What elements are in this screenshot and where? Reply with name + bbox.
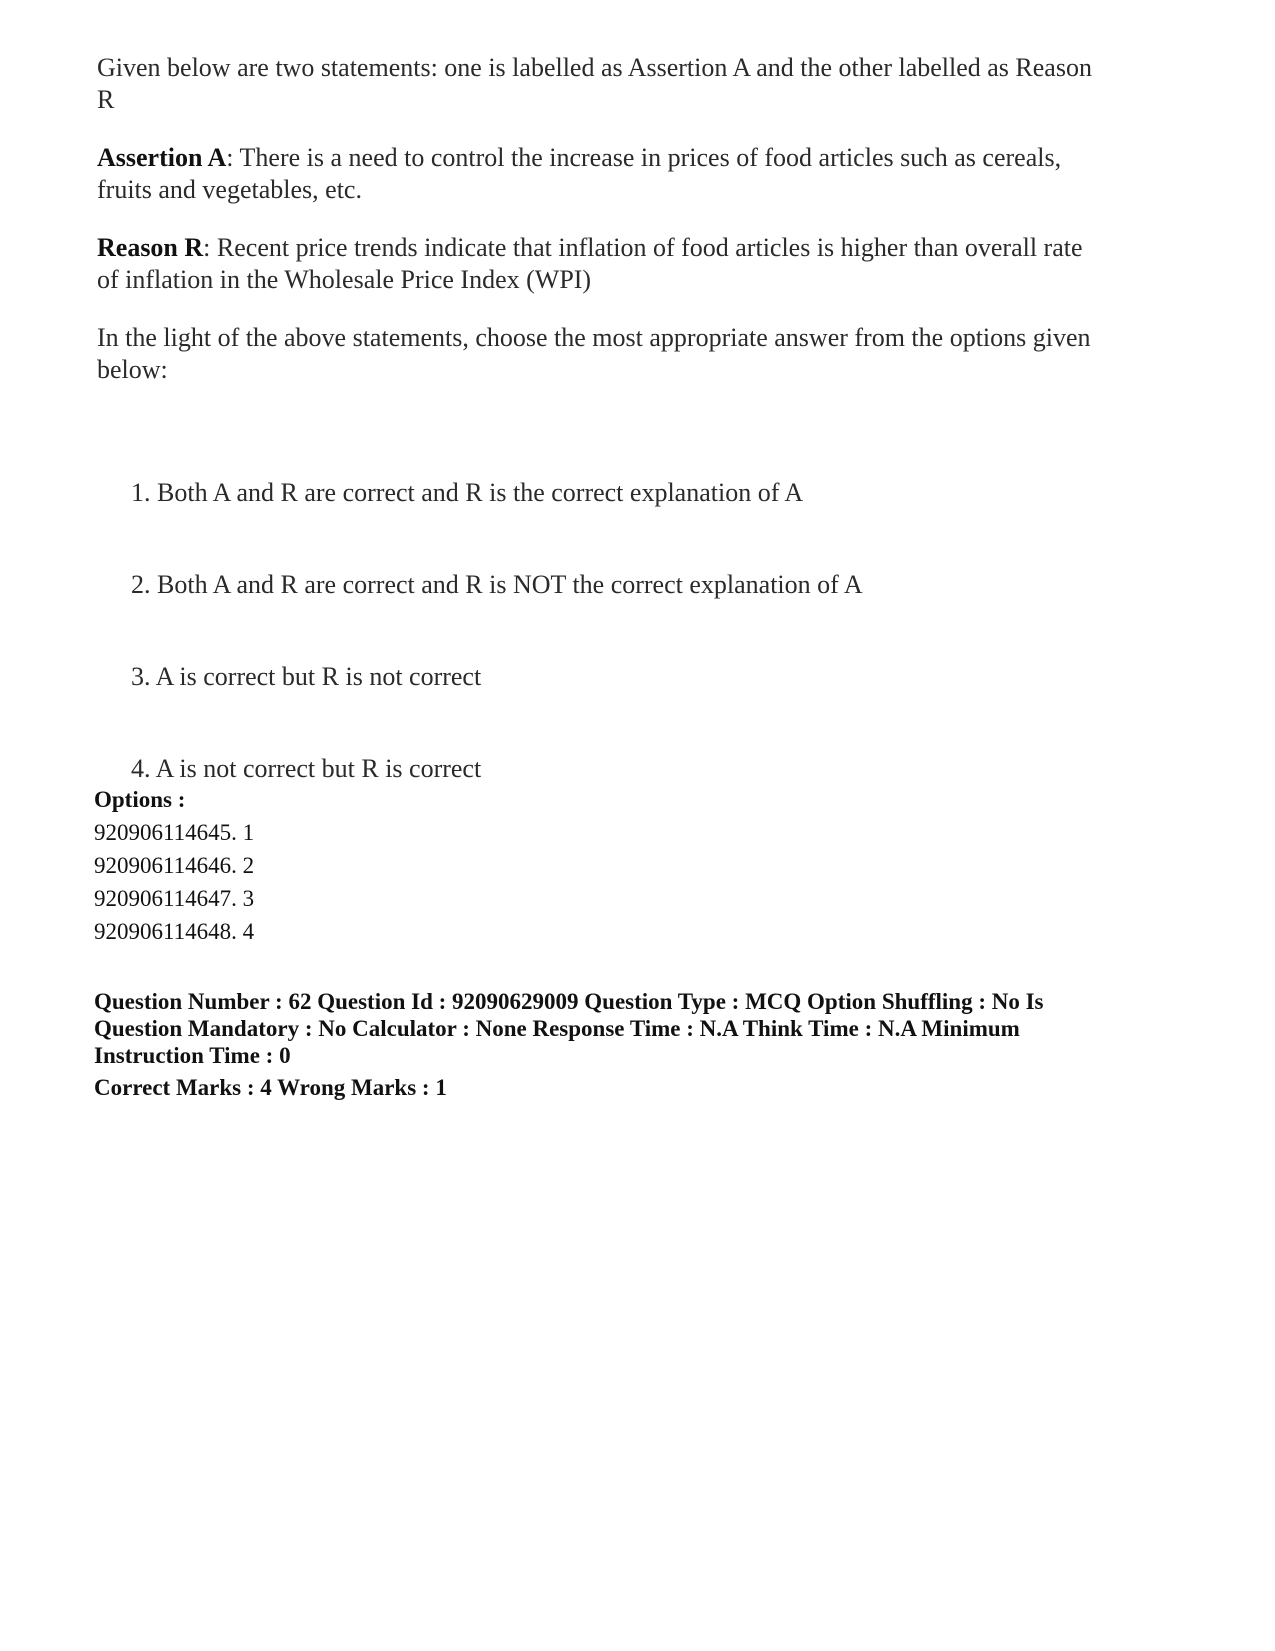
answer-choice: 3. A is correct but R is not correct (131, 662, 482, 691)
marks-line: Correct Marks : 4 Wrong Marks : 1 (94, 1075, 447, 1100)
assertion-label: Assertion A (97, 143, 227, 172)
answer-choice: 2. Both A and R are correct and R is NOT the correct explanation of A (131, 570, 863, 599)
answer-choice: 1. Both A and R are correct and R is the correct explanation of A (131, 478, 804, 507)
option-id: 920906114646. 2 (94, 853, 255, 878)
assertion-statement (97, 142, 1097, 206)
option-id: 920906114645. 1 (94, 820, 255, 845)
reason-statement (97, 232, 1097, 296)
question-image (97, 52, 1097, 783)
assertion-text: : There is a need to control the increase in prices of food articles such as cereals, fruits and vegetables, etc. (97, 143, 1062, 204)
question-intro: Given below are two statements: one is labelled as Assertion A and the other labelled as Reason R (97, 53, 1092, 114)
reason-label: Reason R (97, 233, 204, 262)
option-id: 920906114647. 3 (94, 886, 255, 911)
reason-text: : Recent price trends indicate that inflation of food articles is higher than overall rate of inflation in the Wholesale Price Index (WPI) (97, 233, 1083, 294)
option-id: 920906114648. 4 (94, 919, 255, 944)
options-heading: Options : (94, 787, 186, 812)
answer-choice: 4. A is not correct but R is correct (131, 754, 482, 783)
question-instruction: In the light of the above statements, choose the most appropriate answer from the options given below: (97, 323, 1091, 384)
question-metadata: Question Number : 62 Question Id : 92090629009 Question Type : MCQ Option Shuffling : No Is Question Mandatory : No Calculator : None Response Time : N.A Think Time : N.A Minimum Instruction Time : 0 (94, 989, 1044, 1068)
options-list (94, 783, 254, 948)
